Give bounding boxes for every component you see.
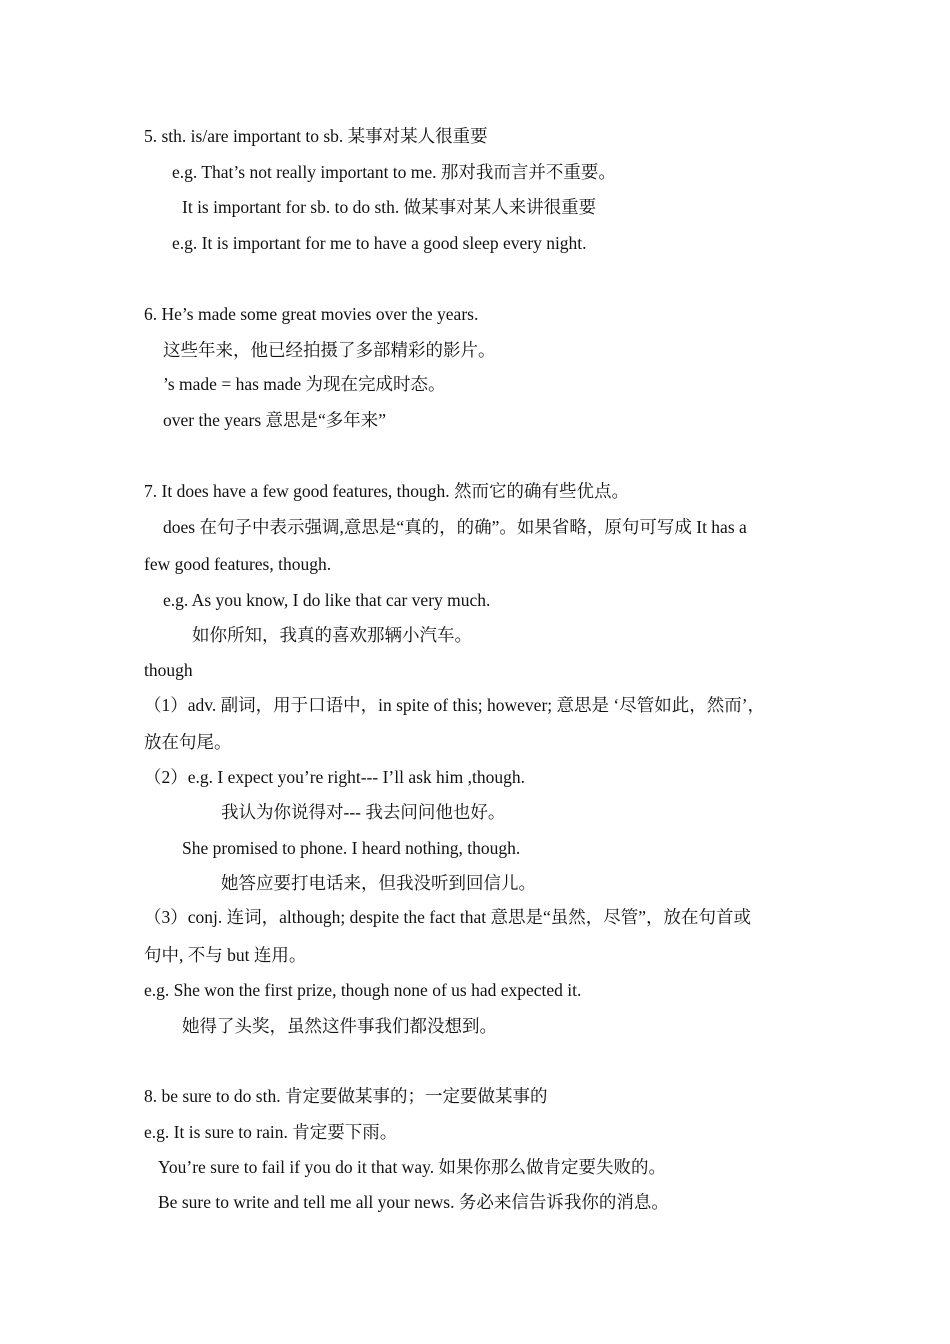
item-6-translation: 这些年来，他已经拍摄了多部精彩的影片。 xyxy=(163,340,496,360)
item-6-note-2: over the years 意思是“多年来” xyxy=(163,410,387,430)
item-7-example: e.g. As you know, I do like that car very much. xyxy=(163,590,491,610)
item-5-example-1: e.g. That’s not really important to me. 那对我而言并不重要。 xyxy=(172,162,616,182)
item-5-pattern: It is important for sb. to do sth. 做某事对某人来讲很重要 xyxy=(182,197,597,217)
though-sense-3-example-translation: 她得了头奖，虽然这件事我们都没想到。 xyxy=(182,1016,497,1036)
item-8-example-1: e.g. It is sure to rain. 肯定要下雨。 xyxy=(144,1122,398,1142)
though-sense-2-example: She promised to phone. I heard nothing, though. xyxy=(182,838,521,858)
though-sense-2: （2）e.g. I expect you’re right--- I’ll ask him ,though. xyxy=(144,767,526,787)
though-sense-2-translation: 我认为你说得对--- 我去问问他也好。 xyxy=(221,802,506,822)
though-sense-1-cont: 放在句尾。 xyxy=(144,732,232,752)
though-sense-1: （1）adv. 副词，用于口语中，in spite of this; however; 意思是 ‘尽管如此，然而’， xyxy=(144,695,766,715)
item-8-heading: 8. be sure to do sth. 肯定要做某事的；一定要做某事的 xyxy=(144,1086,548,1106)
item-8-example-2: You’re sure to fail if you do it that way. 如果你那么做肯定要失败的。 xyxy=(158,1157,666,1177)
item-7-note-1-cont: few good features, though. xyxy=(144,554,332,574)
item-7-example-translation: 如你所知，我真的喜欢那辆小汽车。 xyxy=(192,625,472,645)
item-8-example-3: Be sure to write and tell me all your news. 务必来信告诉我你的消息。 xyxy=(158,1192,669,1212)
though-sense-3-example: e.g. She won the first prize, though none of us had expected it. xyxy=(144,980,582,1000)
item-6-note-1: ’s made = has made 为现在完成时态。 xyxy=(163,374,446,394)
though-sense-2-example-translation: 她答应要打电话来，但我没听到回信儿。 xyxy=(221,873,536,893)
though-sense-3: （3）conj. 连词，although; despite the fact that 意思是“虽然，尽管”，放在句首或 xyxy=(144,907,752,927)
item-7-heading: 7. It does have a few good features, though. 然而它的确有些优点。 xyxy=(144,481,630,501)
item-5-heading: 5. sth. is/are important to sb. 某事对某人很重要 xyxy=(144,126,488,146)
item-7-note-1: does 在句子中表示强调,意思是“真的，的确”。如果省略，原句可写成 It has a xyxy=(163,517,747,537)
though-sense-3-cont: 句中, 不与 but 连用。 xyxy=(144,945,307,965)
item-5-example-2: e.g. It is important for me to have a good sleep every night. xyxy=(172,233,587,253)
though-heading: though xyxy=(144,660,193,680)
item-6-heading: 6. He’s made some great movies over the years. xyxy=(144,304,479,324)
